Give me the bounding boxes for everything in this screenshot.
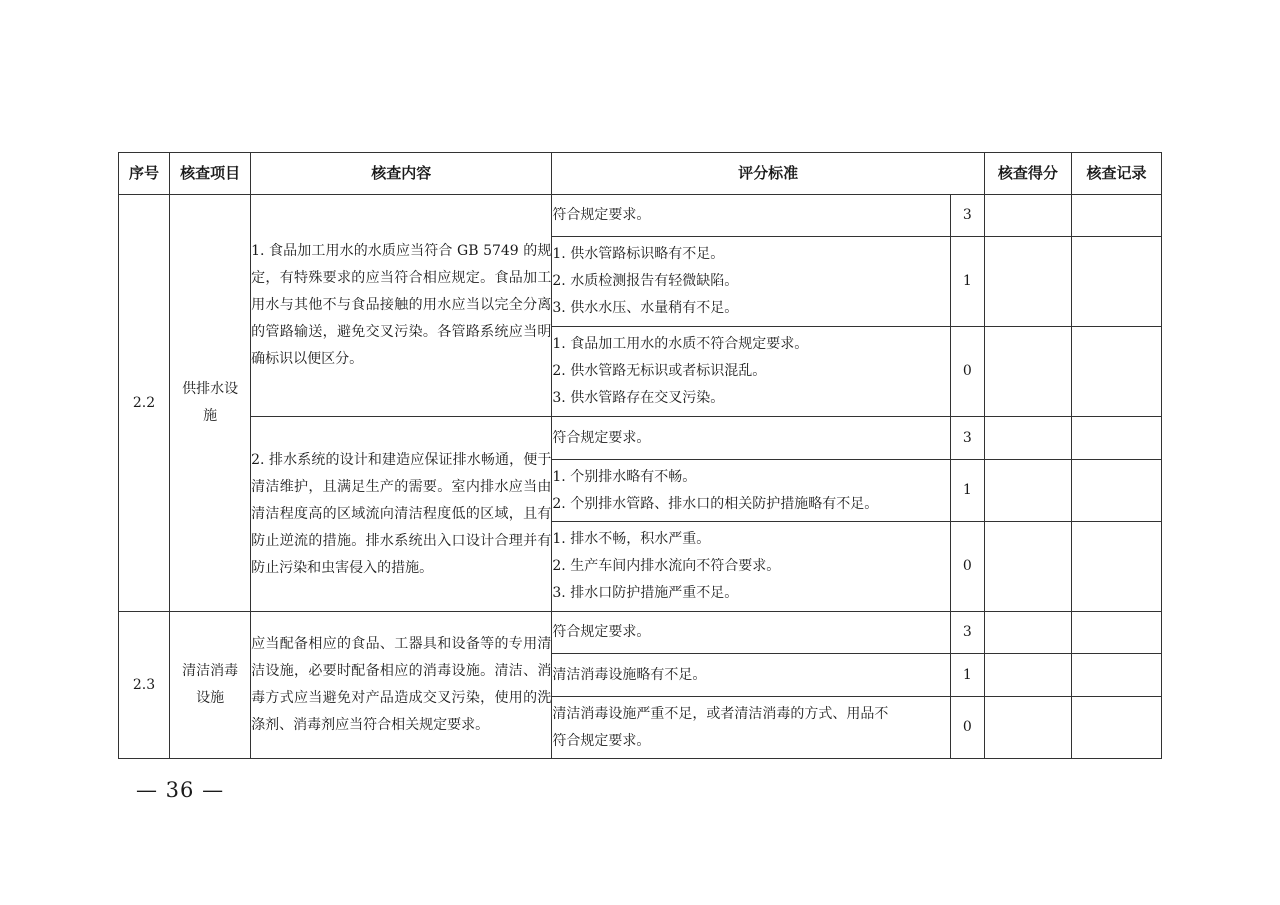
standard-line: 1. 供水管路标识略有不足。 — [552, 246, 725, 262]
record-input-cell[interactable] — [1071, 195, 1161, 237]
standard-line: 1. 食品加工用水的水质不符合规定要求。 — [552, 336, 809, 352]
standard-line: 符合规定要求。 — [552, 429, 651, 446]
score-input-cell[interactable] — [984, 417, 1071, 460]
header-content: 核查内容 — [251, 153, 552, 195]
score-input-cell[interactable] — [984, 522, 1071, 612]
standard-line: 清洁消毒设施严重不足，或者清洁消毒的方式、用品不 — [552, 705, 889, 722]
page-number: — 36 — — [136, 778, 225, 802]
header-score: 核查得分 — [984, 153, 1071, 195]
standard-line: 清洁消毒设施略有不足。 — [552, 666, 707, 683]
score-input-cell[interactable] — [984, 237, 1071, 327]
record-input-cell[interactable] — [1071, 654, 1161, 697]
header-item: 核查项目 — [170, 153, 251, 195]
standard-cell — [552, 417, 950, 460]
table-row — [119, 612, 1162, 654]
standard-line: 3. 供水管路存在交叉污染。 — [552, 390, 725, 406]
standard-cell — [552, 654, 950, 697]
points-cell: 0 — [950, 522, 984, 612]
item-cell: 清洁消毒设施 — [170, 612, 251, 759]
standard-line: 1. 个别排水略有不畅。 — [552, 468, 697, 485]
header-record: 核查记录 — [1071, 153, 1161, 195]
standard-cell — [552, 195, 950, 237]
header-seq: 序号 — [119, 153, 170, 195]
standard-line: 3. 供水水压、水量稍有不足。 — [552, 300, 739, 316]
table-row — [119, 417, 1162, 460]
points-cell: 1 — [950, 460, 984, 522]
header-row — [119, 153, 1162, 195]
standard-line: 2. 水质检测报告有轻微缺陷。 — [552, 273, 739, 289]
standard-cell — [552, 327, 950, 417]
header-standard: 评分标准 — [552, 153, 984, 195]
inspection-table — [118, 152, 1162, 759]
standard-cell — [552, 460, 950, 522]
standard-cell — [552, 697, 950, 759]
standard-line: 3. 排水口防护措施严重不足。 — [552, 585, 739, 601]
content-cell: 应当配备相应的食品、工器具和设备等的专用清洁设施，必要时配备相应的消毒设施。清洁、消毒方式应当避免对产品造成交叉污染，使用的洗涤剂、消毒剂应当符合相关规定要求。 — [251, 612, 552, 759]
standard-line: 2. 供水管路无标识或者标识混乱。 — [552, 363, 767, 379]
standard-line: 符合规定要求。 — [552, 732, 651, 749]
points-cell: 3 — [950, 195, 984, 237]
points-cell: 1 — [950, 237, 984, 327]
standard-line: 2. 个别排水管路、排水口的相关防护措施略有不足。 — [552, 495, 879, 512]
points-cell: 0 — [950, 697, 984, 759]
standard-line: 符合规定要求。 — [552, 624, 651, 640]
standard-line: 1. 排水不畅，积水严重。 — [552, 531, 711, 547]
standard-cell — [552, 237, 950, 327]
item-cell: 供排水设施 — [170, 195, 251, 612]
points-cell: 3 — [950, 612, 984, 654]
standard-cell — [552, 612, 950, 654]
seq-cell: 2.3 — [119, 612, 170, 759]
standard-line: 2. 生产车间内排水流向不符合要求。 — [552, 558, 781, 574]
record-input-cell[interactable] — [1071, 522, 1161, 612]
score-input-cell[interactable] — [984, 460, 1071, 522]
record-input-cell[interactable] — [1071, 417, 1161, 460]
score-input-cell[interactable] — [984, 195, 1071, 237]
content-cell: 2. 排水系统的设计和建造应保证排水畅通，便于清洁维护，且满足生产的需要。室内排水应当由清洁程度高的区域流向清洁程度低的区域，且有防止逆流的措施。排水系统出入口设计合理并有防止污染和虫害侵入的措施。 — [251, 417, 552, 612]
record-input-cell[interactable] — [1071, 327, 1161, 417]
content-cell: 1. 食品加工用水的水质应当符合 GB 5749 的规定，有特殊要求的应当符合相应规定。食品加工用水与其他不与食品接触的用水应当以完全分离的管路输送，避免交叉污染。各管路系统应当明确标识以便区分。 — [251, 195, 552, 417]
record-input-cell[interactable] — [1071, 697, 1161, 759]
score-input-cell[interactable] — [984, 654, 1071, 697]
score-input-cell[interactable] — [984, 697, 1071, 759]
points-cell: 3 — [950, 417, 984, 460]
points-cell: 1 — [950, 654, 984, 697]
standard-cell — [552, 522, 950, 612]
seq-cell: 2.2 — [119, 195, 170, 612]
record-input-cell[interactable] — [1071, 460, 1161, 522]
record-input-cell[interactable] — [1071, 612, 1161, 654]
points-cell: 0 — [950, 327, 984, 417]
standard-line: 符合规定要求。 — [552, 207, 651, 223]
record-input-cell[interactable] — [1071, 237, 1161, 327]
score-input-cell[interactable] — [984, 612, 1071, 654]
table-row — [119, 195, 1162, 237]
score-input-cell[interactable] — [984, 327, 1071, 417]
